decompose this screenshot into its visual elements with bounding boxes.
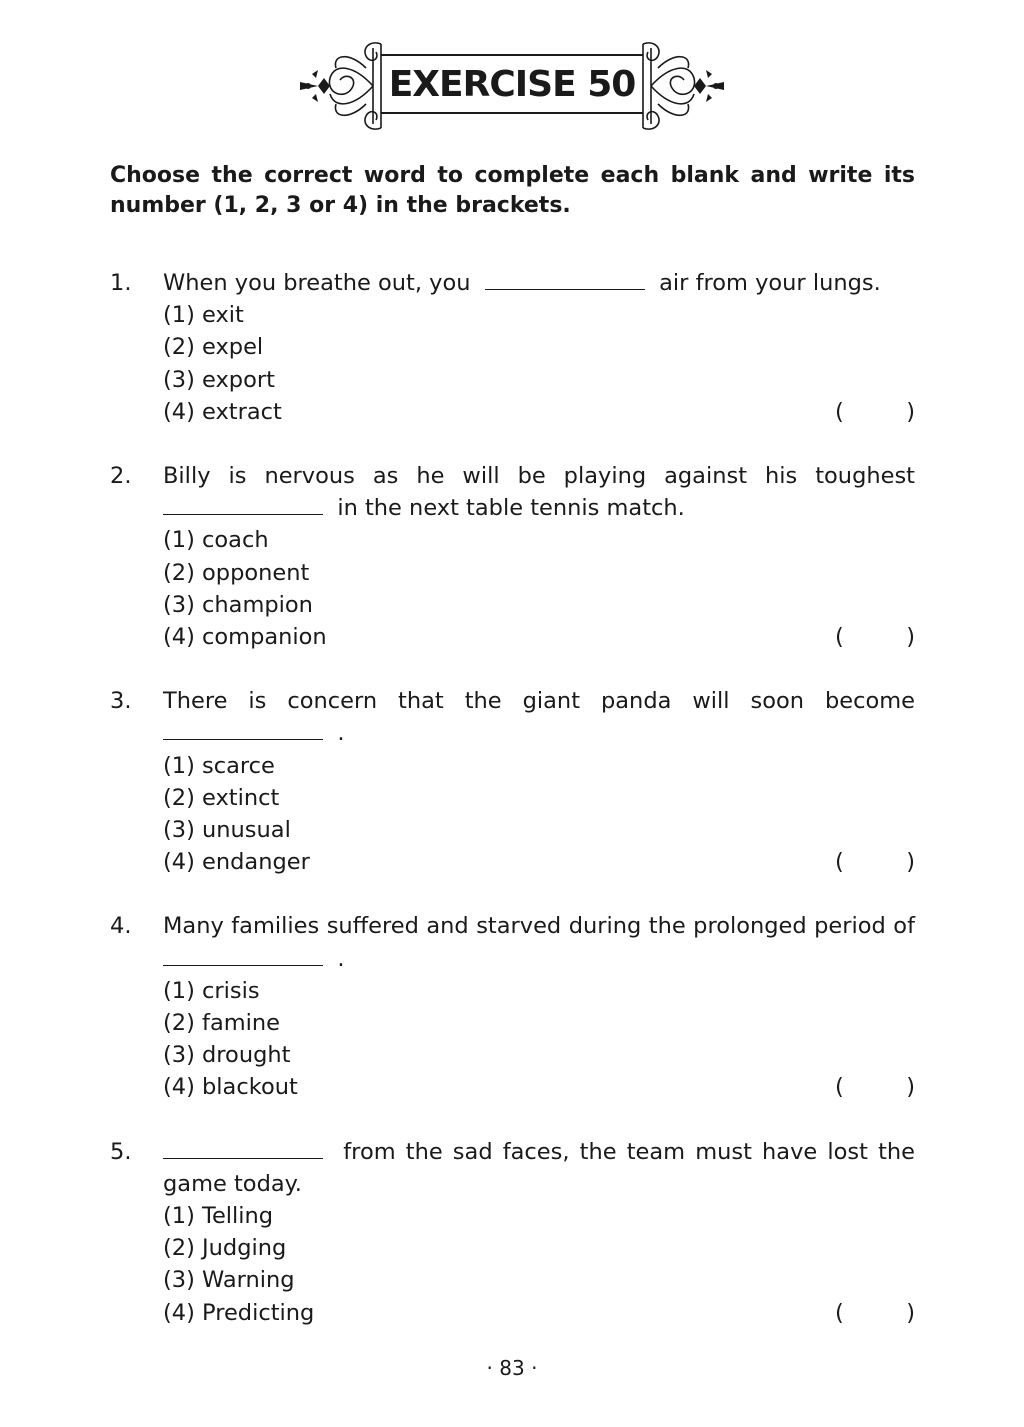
question-number: 5.: [110, 1138, 132, 1165]
option: (3) Warning: [163, 1267, 295, 1294]
bracket-close: ): [906, 1299, 915, 1326]
question-stem: [163, 685, 915, 749]
option: (2) Judging: [163, 1235, 287, 1262]
question-stem: [163, 267, 915, 299]
stem-before: There is concern that the giant panda will soon become: [163, 688, 915, 715]
bracket-open: (: [835, 849, 844, 876]
option-label: (4) blackout: [163, 1074, 298, 1101]
question-list: [110, 267, 915, 1361]
bracket-open: (: [835, 1074, 844, 1101]
answer-bracket[interactable]: [835, 621, 915, 653]
option: (3) unusual: [163, 817, 291, 844]
question-stem: [163, 460, 915, 524]
bracket-open: (: [835, 624, 844, 651]
answer-blank: [163, 719, 323, 740]
question-1: [110, 267, 915, 428]
answer-bracket[interactable]: [835, 846, 915, 878]
option-last: [163, 1297, 915, 1329]
option: (1) Telling: [163, 1203, 274, 1230]
option-last: [163, 396, 915, 428]
option: (2) opponent: [163, 559, 310, 586]
option: (2) famine: [163, 1010, 281, 1037]
question-3: [110, 685, 915, 878]
answer-bracket[interactable]: [835, 1297, 915, 1329]
question-stem: [163, 910, 915, 974]
page-title: EXERCISE 50: [388, 63, 636, 105]
option-label: (4) Predicting: [163, 1299, 315, 1326]
stem-before: Billy is nervous as he will be playing against his toughest: [163, 463, 915, 490]
stem-after: .: [337, 720, 345, 747]
option-label: (4) companion: [163, 624, 327, 651]
question-5: [110, 1136, 915, 1329]
answer-blank: [163, 945, 323, 966]
stem-after: .: [337, 945, 345, 972]
option-last: [163, 846, 915, 878]
title-box: [381, 54, 643, 114]
answer-blank: [163, 494, 323, 515]
question-number: 3.: [110, 688, 132, 715]
option-last: [163, 1071, 915, 1103]
instructions: Choose the correct word to complete each blank and write its number (1, 2, 3 or 4) in the brackets.: [110, 163, 915, 218]
bracket-close: ): [906, 624, 915, 651]
stem-before: When you breathe out, you: [163, 270, 471, 296]
option-label: (4) endanger: [163, 849, 310, 876]
question-number: 1.: [110, 270, 132, 296]
title-banner: [0, 38, 1024, 134]
option: (1) scarce: [163, 752, 275, 779]
question-4: [110, 910, 915, 1103]
stem-after: air from your lungs.: [659, 270, 881, 296]
question-stem: [163, 1136, 915, 1200]
answer-blank: [163, 1138, 323, 1159]
option: (3) export: [163, 366, 275, 393]
answer-blank: [485, 269, 645, 290]
stem-after: from the sad faces, the team must have lost the game today.: [163, 1138, 915, 1197]
option: (2) expel: [163, 334, 264, 361]
question-number: 2.: [110, 463, 132, 490]
page-number: · 83 ·: [486, 1356, 538, 1380]
bracket-close: ): [906, 1074, 915, 1101]
answer-bracket[interactable]: [835, 1071, 915, 1103]
stem-before: Many families suffered and starved during the prolonged period of: [163, 913, 915, 940]
option: (2) extinct: [163, 784, 280, 811]
option: (3) drought: [163, 1042, 291, 1069]
stem-after: in the next table tennis match.: [337, 495, 685, 522]
option: (1) coach: [163, 527, 269, 554]
option-label: (4) extract: [163, 398, 282, 425]
answer-bracket[interactable]: [835, 396, 915, 428]
option: (1) exit: [163, 302, 244, 329]
bracket-open: (: [835, 398, 844, 425]
bracket-close: ): [906, 849, 915, 876]
option-last: [163, 621, 915, 653]
option: (3) champion: [163, 591, 313, 618]
question-number: 4.: [110, 913, 132, 940]
bracket-open: (: [835, 1299, 844, 1326]
bracket-close: ): [906, 398, 915, 425]
option: (1) crisis: [163, 977, 260, 1004]
question-2: [110, 460, 915, 653]
